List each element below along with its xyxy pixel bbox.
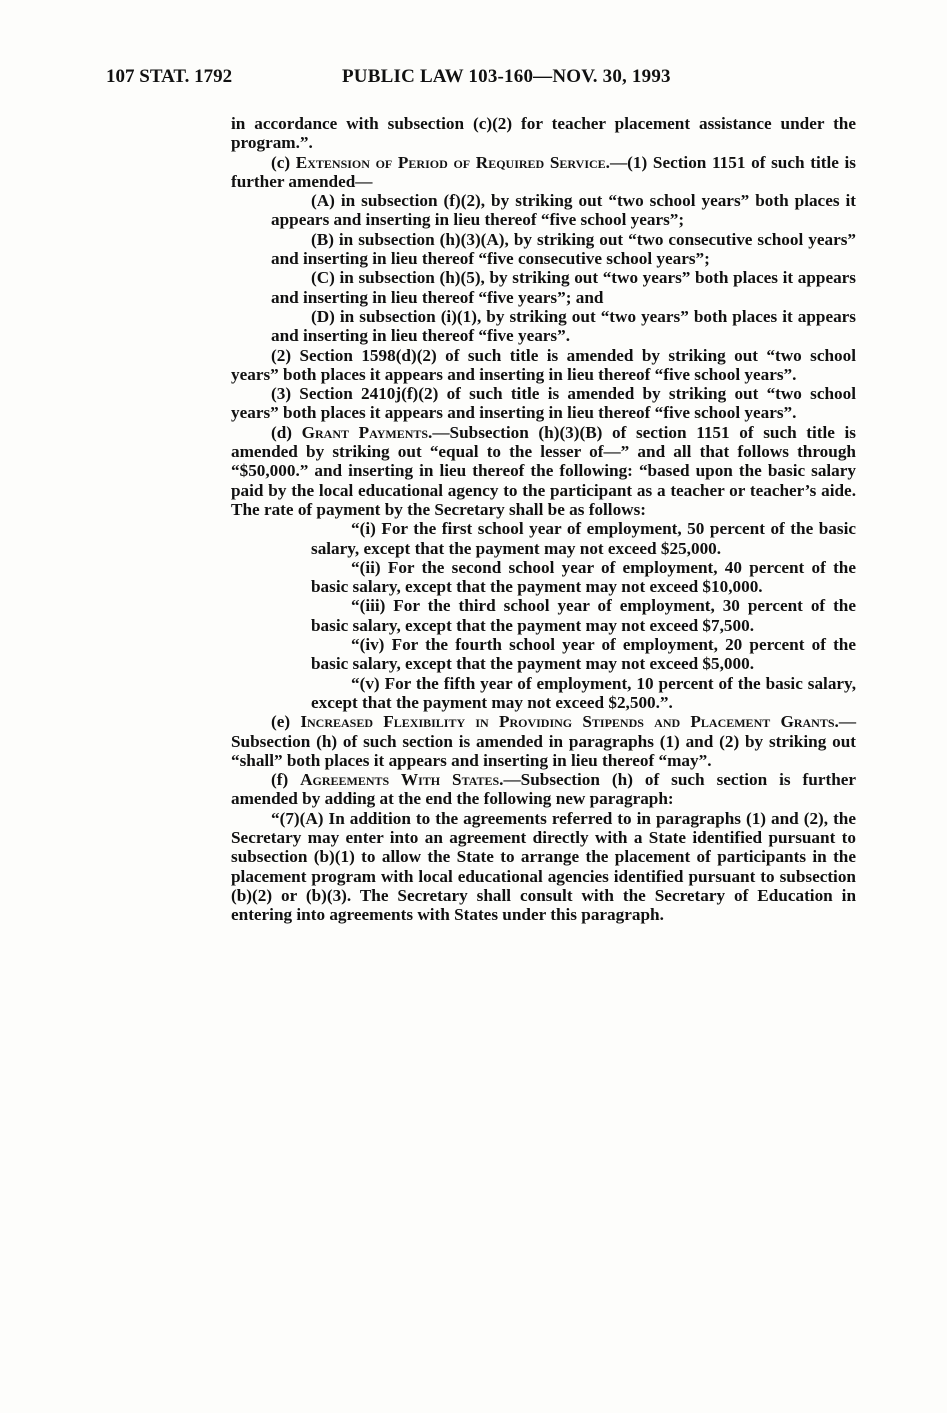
paragraph-7a: “(7)(A) In addition to the agreements referred to in paragraphs (1) and (2), the Secretary may enter into an agreement directly with a State identified pursuant to subsection (b)(1) to allow the State to arrange the placement of participants in the placement program with local educational agencies identified pursuant to subsection (b)(2) or (b)(3). The Secretary shall consult with the Secretary of Education in entering into agreements with States under this paragraph. bbox=[231, 808, 856, 925]
paragraph-f-agreements: (f) Agreements With States.—Subsection (h) of such section is further amended by adding at the end the following new paragraph: bbox=[231, 770, 857, 809]
section-heading: Increased Flexibility in Providing Stipends and Placement Grants. bbox=[300, 712, 839, 732]
paragraph-c-2: (2) Section 1598(d)(2) of such title is amended by striking out “two school years” both places it appears and inserting in lieu thereof “five school years”. bbox=[231, 345, 856, 384]
public-law-title: PUBLIC LAW 103-160—NOV. 30, 1993 bbox=[342, 66, 671, 87]
clause-d: (D) in subsection (i)(1), by striking out “two years” both places it appears and inserting in lieu thereof “five years”. bbox=[271, 306, 856, 346]
clause-a: (A) in subsection (f)(2), by striking out “two school years” both places it appears and inserting in lieu thereof “five school years”; bbox=[271, 191, 856, 230]
clause-b: (B) in subsection (h)(3)(A), by striking out “two consecutive school years” and inserting in lieu thereof “five consecutive school years”; bbox=[271, 229, 856, 269]
document-body bbox=[231, 114, 856, 924]
payment-rate-v: “(v) For the fifth year of employment, 10 percent of the basic salary, except that the payment may not exceed $2,500.”. bbox=[311, 673, 856, 712]
payment-rate-iii: “(iii) For the third school year of employment, 30 percent of the basic salary, except that the payment may not exceed $7,500. bbox=[311, 596, 856, 635]
paragraph-e-flexibility: (e) Increased Flexibility in Providing Stipends and Placement Grants.—Subsection (h) of such section is amended in paragraphs (1) and (2) by striking out “shall” both places it appears and inserting in lieu thereof “may”. bbox=[231, 712, 857, 770]
clause-c: (C) in subsection (h)(5), by striking out “two years” both places it appears and inserting in lieu thereof “five years”; and bbox=[271, 268, 856, 307]
paragraph-c-3: (3) Section 2410j(f)(2) of such title is amended by striking out “two school years” both places it appears and inserting in lieu thereof “five school years”. bbox=[231, 384, 856, 423]
section-heading: Grant Payments. bbox=[301, 422, 433, 442]
payment-rate-iv: “(iv) For the fourth school year of employment, 20 percent of the basic salary, except that the payment may not exceed $5,000. bbox=[311, 635, 856, 674]
statute-page-number: 107 STAT. 1792 bbox=[106, 66, 233, 87]
payment-rate-ii: “(ii) For the second school year of employment, 40 percent of the basic salary, except that the payment may not exceed $10,000. bbox=[311, 557, 856, 597]
paragraph-continuation: in accordance with subsection (c)(2) for teacher placement assistance under the program.”. bbox=[231, 114, 856, 153]
paragraph-c-extension: (c) Extension of Period of Required Service.—(1) Section 1151 of such title is further amended— bbox=[231, 152, 856, 191]
payment-rate-i: “(i) For the first school year of employment, 50 percent of the basic salary, except that the payment may not exceed $25,000. bbox=[311, 519, 856, 558]
section-heading: Agreements With States. bbox=[300, 770, 504, 790]
paragraph-d-grant-payments: (d) Grant Payments.—Subsection (h)(3)(B) of section 1151 of such title is amended by striking out “equal to the lesser of—” and all that follows through “$50,000.” and inserting in lieu thereof the following: “based upon the basic salary paid by the local educational agency to the participant as a teacher or teacher’s aide. The rate of payment by the Secretary shall be as follows: bbox=[231, 422, 856, 519]
section-heading: Extension of Period of Required Service. bbox=[295, 152, 610, 172]
